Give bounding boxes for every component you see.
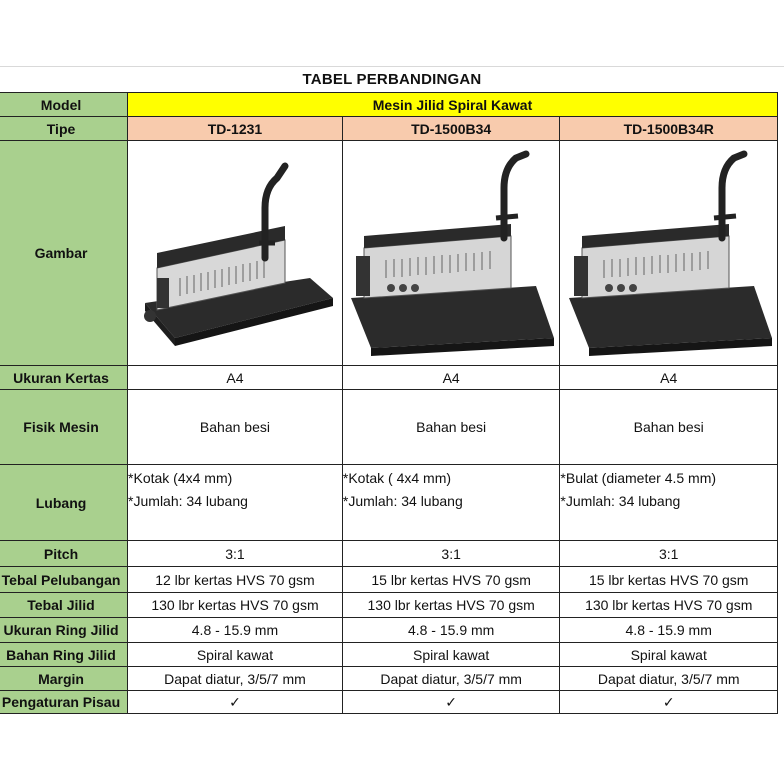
comparison-table xyxy=(0,92,778,714)
pisau-label: Pengaturan Pisau xyxy=(0,691,128,714)
lubang-1 xyxy=(128,465,343,541)
machine-image-1 xyxy=(128,141,343,366)
pitch-1: 3:1 xyxy=(128,541,343,567)
pelubangan-1: 12 lbr kertas HVS 70 gsm xyxy=(128,567,343,593)
gambar-label: Gambar xyxy=(0,141,128,366)
row-model xyxy=(0,93,778,117)
ring-1: 4.8 - 15.9 mm xyxy=(128,618,343,643)
ukuran-2: A4 xyxy=(342,366,560,390)
fisik-1: Bahan besi xyxy=(128,390,343,465)
margin-label: Margin xyxy=(0,667,128,691)
row-fisik xyxy=(0,390,778,465)
machine-image-2 xyxy=(342,141,560,366)
jilid-1: 130 lbr kertas HVS 70 gsm xyxy=(128,593,343,618)
lubang-1-shape: *Kotak (4x4 mm) xyxy=(128,470,233,486)
tipe-label: Tipe xyxy=(0,117,128,141)
lubang-3-shape: *Bulat (diameter 4.5 mm) xyxy=(560,470,717,486)
row-tipe xyxy=(0,117,778,141)
margin-1: Dapat diatur, 3/5/7 mm xyxy=(128,667,343,691)
ukuran-1: A4 xyxy=(128,366,343,390)
jilid-label: Tebal Jilid xyxy=(0,593,128,618)
row-margin xyxy=(0,667,778,691)
margin-3: Dapat diatur, 3/5/7 mm xyxy=(560,667,778,691)
ring-2: 4.8 - 15.9 mm xyxy=(342,618,560,643)
row-lubang xyxy=(0,465,778,541)
row-jilid xyxy=(0,593,778,618)
jilid-3: 130 lbr kertas HVS 70 gsm xyxy=(560,593,778,618)
row-ukuran xyxy=(0,366,778,390)
bahan-1: Spiral kawat xyxy=(128,643,343,667)
type-1: TD-1231 xyxy=(128,117,343,141)
fisik-label: Fisik Mesin xyxy=(0,390,128,465)
row-ring xyxy=(0,618,778,643)
lubang-2-shape: *Kotak ( 4x4 mm) xyxy=(342,470,452,486)
row-gambar xyxy=(0,141,778,366)
lubang-label: Lubang xyxy=(0,465,128,541)
pelubangan-3: 15 lbr kertas HVS 70 gsm xyxy=(560,567,778,593)
model-value: Mesin Jilid Spiral Kawat xyxy=(128,93,778,117)
row-pelubangan xyxy=(0,567,778,593)
lubang-3-count: *Jumlah: 34 lubang xyxy=(560,493,681,509)
row-pitch xyxy=(0,541,778,567)
binding-machine-icon xyxy=(346,148,556,358)
ukuran-label: Ukuran Kertas xyxy=(0,366,128,390)
table-title: TABEL PERBANDINGAN xyxy=(0,66,784,93)
pelubangan-2: 15 lbr kertas HVS 70 gsm xyxy=(342,567,560,593)
binding-machine-icon xyxy=(135,148,335,358)
lubang-1-count: *Jumlah: 34 lubang xyxy=(128,493,248,509)
pitch-label: Pitch xyxy=(0,541,128,567)
lubang-2-count: *Jumlah: 34 lubang xyxy=(342,493,463,509)
ring-3: 4.8 - 15.9 mm xyxy=(560,618,778,643)
jilid-2: 130 lbr kertas HVS 70 gsm xyxy=(342,593,560,618)
bahan-2: Spiral kawat xyxy=(342,643,560,667)
row-bahan xyxy=(0,643,778,667)
pelubangan-label: Tebal Pelubangan xyxy=(0,567,128,593)
checkmark-icon: ✓ xyxy=(128,691,343,714)
model-label: Model xyxy=(0,93,128,117)
fisik-3: Bahan besi xyxy=(560,390,778,465)
checkmark-icon: ✓ xyxy=(342,691,560,714)
bahan-3: Spiral kawat xyxy=(560,643,778,667)
type-2: TD-1500B34 xyxy=(342,117,560,141)
bahan-label: Bahan Ring Jilid xyxy=(0,643,128,667)
lubang-2 xyxy=(342,465,560,541)
binding-machine-icon xyxy=(564,148,774,358)
fisik-2: Bahan besi xyxy=(342,390,560,465)
ring-label: Ukuran Ring Jilid xyxy=(0,618,128,643)
ukuran-3: A4 xyxy=(560,366,778,390)
pitch-2: 3:1 xyxy=(342,541,560,567)
checkmark-icon: ✓ xyxy=(560,691,778,714)
margin-2: Dapat diatur, 3/5/7 mm xyxy=(342,667,560,691)
pitch-3: 3:1 xyxy=(560,541,778,567)
row-pisau xyxy=(0,691,778,714)
machine-image-3 xyxy=(560,141,778,366)
type-3: TD-1500B34R xyxy=(560,117,778,141)
lubang-3 xyxy=(560,465,778,541)
